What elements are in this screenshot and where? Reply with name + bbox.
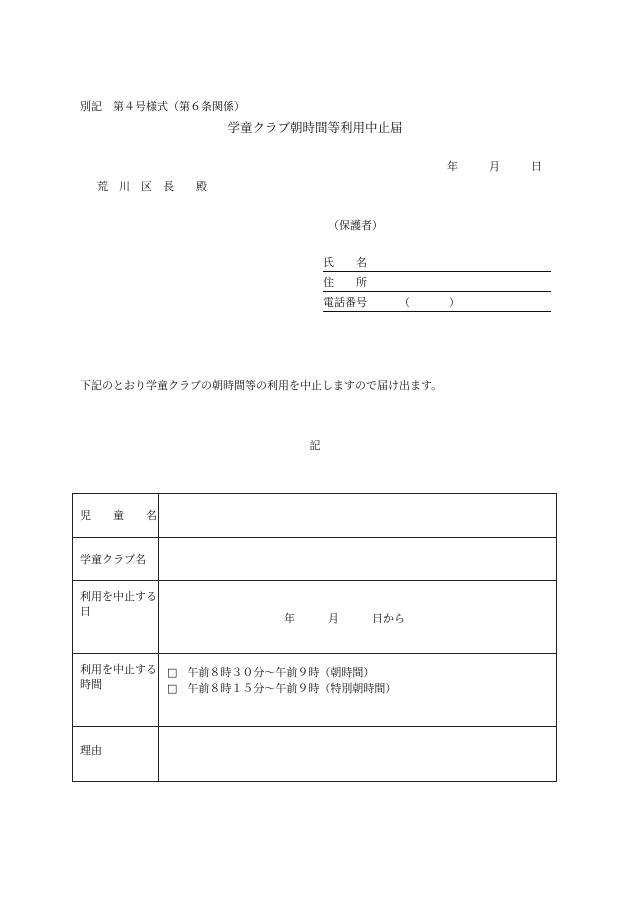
option-morning[interactable] [167, 664, 374, 680]
date-month: 月 [489, 160, 500, 173]
guardian-phone-label: 電話番号 [323, 296, 367, 309]
guardian-address-label: 住 所 [323, 276, 367, 289]
child-name-input[interactable] [159, 494, 556, 537]
guardian-name-label: 氏 名 [323, 256, 367, 269]
phone-paren-close: ） [449, 296, 460, 309]
date-day: 日 [531, 160, 542, 173]
recipient: 荒 川 区 長 殿 [97, 180, 207, 193]
phone-paren-open: （ [399, 296, 410, 309]
stop-date-label-cell [73, 581, 159, 653]
form-reference: 別記 第４号様式（第６条関係） [80, 100, 245, 113]
child-name-label: 児 童 名 [80, 509, 157, 522]
child-name-label-cell [73, 494, 159, 537]
reason-label: 理由 [80, 744, 102, 757]
option-morning-label: 午前８時３０分～午前９時（朝時間） [187, 666, 375, 679]
table-row-stop-time [73, 654, 556, 727]
stop-time-label-cell [73, 654, 159, 726]
ki-heading: 記 [309, 439, 321, 452]
club-name-input[interactable] [159, 538, 556, 580]
checkbox-icon[interactable]: □ [167, 666, 178, 679]
reason-label-cell [73, 727, 159, 781]
stop-date-input[interactable] [159, 581, 556, 653]
checkbox-icon[interactable]: □ [167, 682, 178, 695]
stop-time-label: 利用を中止する時間 [80, 663, 157, 691]
stop-date-value: 年 月 日から [284, 612, 405, 625]
option-special-morning-label: 午前８時１５分～午前９時（特別朝時間） [187, 682, 397, 695]
date-year: 年 [447, 160, 458, 173]
club-name-label: 学童クラブ名 [80, 553, 146, 566]
table-row-stop-date [73, 581, 556, 654]
table-row-child-name [73, 494, 556, 538]
guardian-name-field[interactable] [323, 257, 551, 272]
guardian-address-field[interactable] [323, 277, 551, 292]
stop-time-options [159, 654, 556, 726]
detail-table [72, 493, 557, 782]
stop-date-label: 利用を中止する日 [80, 590, 157, 618]
document-title: 学童クラブ朝時間等利用中止届 [227, 120, 403, 135]
guardian-phone-field[interactable] [323, 297, 551, 312]
submission-date [447, 158, 542, 174]
table-row-reason [73, 727, 556, 781]
club-name-label-cell [73, 538, 159, 580]
guardian-heading: （保護者） [328, 219, 383, 232]
notice-text: 下記のとおり学童クラブの朝時間等の利用を中止しますので届け出ます。 [80, 379, 443, 392]
reason-input[interactable] [159, 727, 556, 781]
option-special-morning[interactable] [167, 680, 396, 696]
table-row-club-name [73, 538, 556, 581]
